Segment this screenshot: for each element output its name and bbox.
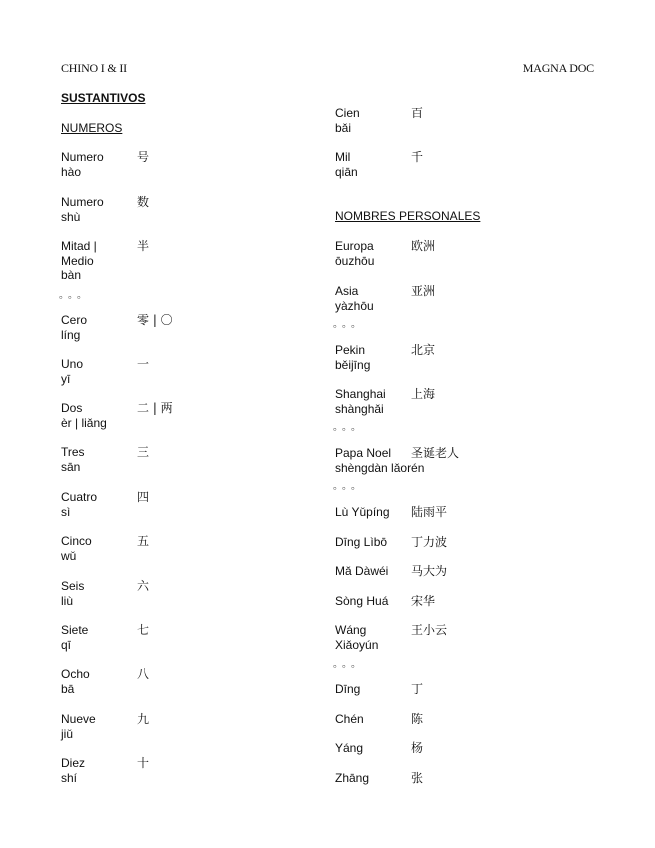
entry-term: Europa	[335, 239, 374, 253]
entry-term: Dīng	[335, 682, 361, 696]
entry-hanzi: 四	[137, 490, 150, 504]
entry-spanish-pinyin	[335, 594, 411, 609]
entry-term: Siete	[61, 623, 89, 637]
entry-line: sān	[61, 459, 81, 474]
entry-hanzi: 马大为	[411, 564, 448, 578]
entry-hanzi: 千	[411, 150, 424, 164]
entry-term: Uno	[61, 357, 84, 371]
entry-spanish-pinyin	[335, 505, 411, 520]
entry-spanish-pinyin	[61, 579, 137, 608]
entry-spanish-pinyin	[61, 756, 137, 785]
entry-term: Cuatro	[61, 490, 98, 504]
entry-term: Yáng	[335, 741, 364, 755]
entry-spanish-pinyin	[335, 150, 411, 179]
entry-term: Seis	[61, 579, 85, 593]
entry-term: Dos	[61, 401, 83, 415]
entry-spanish-pinyin	[61, 623, 137, 652]
entry-spanish-pinyin	[61, 445, 137, 474]
entry-hanzi: 零 | 〇	[137, 313, 173, 327]
entry-hanzi: 亚洲	[411, 284, 436, 298]
entry-line: wǔ	[61, 548, 77, 563]
entry-term: Numero	[61, 150, 104, 164]
entry-hanzi: 八	[137, 667, 150, 681]
entry-term: Dīng Lìbō	[335, 535, 388, 549]
entry-line: èr | liǎng	[61, 415, 107, 430]
entry-line: yàzhōu	[335, 298, 374, 313]
ellipsis-dots: 。。。	[333, 659, 365, 670]
entry-hanzi: 七	[137, 623, 150, 637]
entry-spanish-pinyin	[335, 535, 411, 550]
section-numeros: NUMEROS	[61, 121, 123, 135]
entry-line: bā	[61, 681, 75, 696]
entry-spanish-pinyin	[61, 313, 137, 342]
entry-hanzi: 欧洲	[411, 239, 436, 253]
entry-spanish-pinyin	[335, 446, 425, 475]
entry-line: qī	[61, 637, 72, 652]
entry-term: Cero	[61, 313, 88, 327]
entry-spanish-pinyin	[335, 741, 411, 756]
entry-term: Wáng	[335, 623, 367, 637]
entry-line: běijīng	[335, 357, 371, 372]
entry-hanzi: 杨	[411, 741, 424, 755]
entry-term: Nueve	[61, 712, 96, 726]
ellipsis-dots: 。。。	[59, 290, 91, 301]
entry-hanzi: 十	[137, 756, 150, 770]
header-right: MAGNA DOC	[522, 61, 594, 75]
entry-term: Chén	[335, 712, 364, 726]
entry-line: qiān	[335, 164, 358, 179]
entry-spanish-pinyin	[61, 401, 137, 430]
ellipsis-dots: 。。。	[333, 481, 365, 492]
entry-spanish-pinyin	[335, 682, 411, 697]
section-nombres-personales: NOMBRES PERSONALES	[335, 209, 481, 223]
entry-term: Tres	[61, 445, 85, 459]
entry-term: Sòng Huá	[335, 594, 389, 608]
entry-term: Pekin	[335, 343, 366, 357]
entry-line: bàn	[61, 268, 82, 282]
entry-hanzi: 九	[137, 712, 150, 726]
entry-term: Numero	[61, 195, 104, 209]
entry-line: liù	[61, 593, 74, 608]
entry-line: bǎi	[335, 120, 352, 135]
entry-spanish-pinyin	[61, 490, 137, 519]
entry-hanzi: 半	[137, 239, 150, 253]
entry-spanish-pinyin	[61, 667, 137, 696]
header-left: CHINO I & II	[61, 61, 127, 75]
entry-term: Asia	[335, 284, 359, 298]
ellipsis-dots: 。。。	[333, 422, 365, 433]
entry-term: Mǎ Dàwéi	[335, 564, 389, 578]
entry-hanzi: 二 | 两	[137, 401, 173, 415]
entry-spanish-pinyin	[61, 712, 137, 741]
entry-hanzi: 陈	[411, 712, 424, 726]
entry-hanzi: 百	[411, 106, 424, 120]
entry-term: Shanghai	[335, 387, 386, 401]
entry-term: Cinco	[61, 534, 92, 548]
entry-term: Ocho	[61, 667, 90, 681]
entry-line: yī	[61, 371, 71, 386]
entry-hanzi: 圣诞老人	[411, 446, 460, 460]
entry-spanish-pinyin	[61, 150, 137, 179]
entry-line: shù	[61, 209, 81, 224]
entry-line: líng	[61, 327, 81, 342]
entry-hanzi: 王小云	[411, 623, 448, 637]
entry-line: shèngdàn lǎorén	[335, 460, 425, 475]
entry-term: Lù Yǔpíng	[335, 505, 390, 519]
entry-spanish-pinyin	[335, 284, 411, 313]
entry-line: sì	[61, 504, 71, 519]
entry-hanzi: 六	[137, 579, 150, 593]
entry-hanzi: 宋华	[411, 594, 436, 608]
entry-hanzi: 三	[137, 445, 150, 459]
entry-hanzi: 五	[137, 534, 150, 548]
entry-spanish-pinyin	[335, 106, 411, 135]
entry-term: Cien	[335, 106, 360, 120]
entry-term: Diez	[61, 756, 86, 770]
entry-hanzi: 丁	[411, 682, 424, 696]
entry-hanzi: 数	[137, 195, 150, 209]
entry-spanish-pinyin	[335, 387, 411, 416]
entry-term: Mitad |	[61, 239, 97, 253]
entry-term: Mil	[335, 150, 351, 164]
entry-line: shànghǎi	[335, 401, 384, 416]
ellipsis-dots: 。。。	[333, 319, 365, 330]
entry-term: Zhāng	[335, 771, 370, 785]
entry-spanish-pinyin	[61, 195, 137, 224]
entry-spanish-pinyin	[335, 564, 411, 579]
entry-line: jiǔ	[61, 726, 74, 741]
entry-hanzi: 上海	[411, 387, 436, 401]
entry-spanish-pinyin	[335, 239, 411, 268]
entry-spanish-pinyin	[61, 239, 137, 283]
entry-spanish-pinyin	[61, 534, 137, 563]
entry-hanzi: 北京	[411, 343, 436, 357]
entry-spanish-pinyin	[335, 343, 411, 372]
entry-hanzi: 张	[411, 771, 424, 785]
entry-line: Xiǎoyún	[335, 637, 379, 652]
entry-hanzi: 丁力波	[411, 535, 448, 549]
entry-hanzi: 陆雨平	[411, 505, 448, 519]
entry-spanish-pinyin	[335, 771, 411, 786]
entry-spanish-pinyin	[61, 357, 137, 386]
entry-line: ōuzhōu	[335, 253, 375, 268]
entry-term: Papa Noel	[335, 446, 392, 460]
entry-spanish-pinyin	[335, 712, 411, 727]
page-title: SUSTANTIVOS	[61, 91, 146, 105]
entry-hanzi: 号	[137, 150, 150, 164]
entry-line: hào	[61, 164, 82, 179]
entry-line: Medio	[61, 253, 94, 268]
entry-spanish-pinyin	[335, 623, 411, 652]
entry-line: shí	[61, 770, 78, 785]
entry-hanzi: 一	[137, 357, 150, 371]
